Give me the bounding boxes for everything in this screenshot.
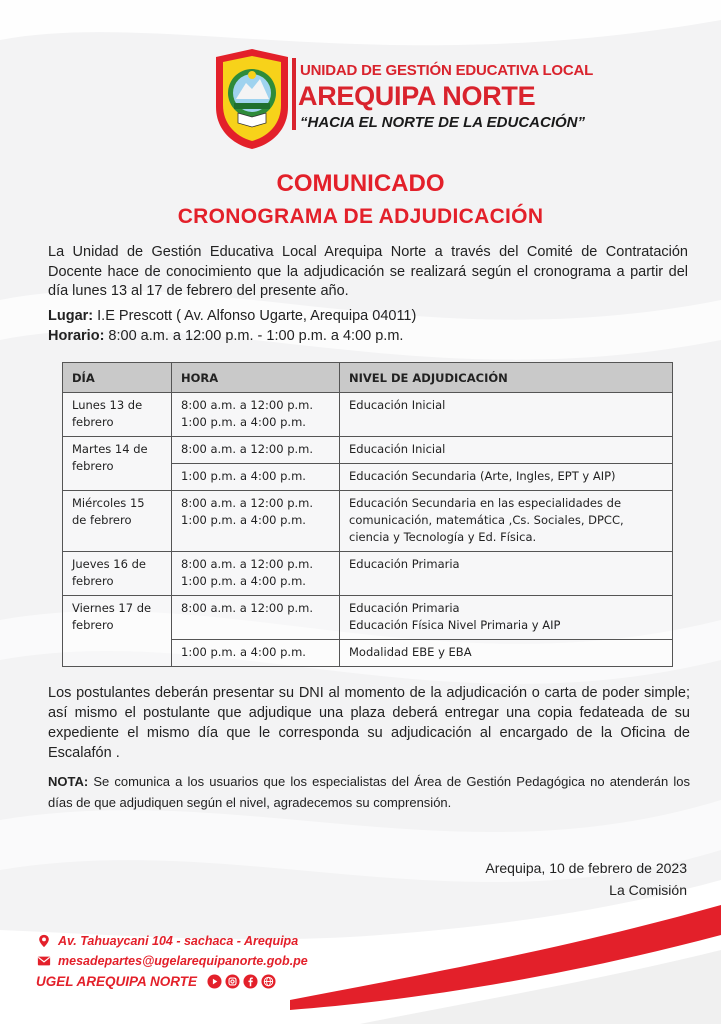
cell-hora: 8:00 a.m. a 12:00 p.m. 1:00 p.m. a 4:00 p.m.	[172, 393, 340, 437]
horario-label: Horario:	[48, 328, 105, 344]
col-header-hora: HORA	[172, 363, 340, 393]
cell-nivel: Modalidad EBE y EBA	[340, 640, 673, 667]
cell-nivel: Educación Inicial	[340, 393, 673, 437]
nota-paragraph	[48, 771, 690, 813]
brand-text: UGEL AREQUIPA NORTE	[36, 974, 198, 989]
page-subtitle: CRONOGRAMA DE ADJUDICACIÓN	[177, 205, 544, 228]
table-row	[63, 552, 673, 596]
col-header-nivel: NIVEL DE ADJUDICACIÓN	[340, 363, 673, 393]
org-slogan: “HACIA EL NORTE DE LA EDUCACIÓN”	[300, 114, 586, 131]
cell-dia: Miércoles 15 de febrero	[63, 491, 172, 552]
instagram-icon[interactable]	[225, 974, 240, 989]
cell-dia: Jueves 16 de febrero	[63, 552, 172, 596]
footer-brand	[36, 974, 276, 989]
cell-nivel: Educación Inicial	[340, 437, 673, 464]
table-row	[63, 393, 673, 437]
col-header-dia: DÍA	[63, 363, 172, 393]
brand-divider	[292, 58, 296, 130]
footer-email[interactable]	[36, 954, 308, 968]
nota-text: Se comunica a los usuarios que los especialistas del Área de Gestión Pedagógica no atenderán los días de que adjudiquen según el nivel, agradecemos su comprensión.	[48, 774, 690, 810]
horario-line	[48, 328, 403, 344]
cell-hora: 1:00 p.m. a 4:00 p.m.	[172, 464, 340, 491]
document-date: Arequipa, 10 de febrero de 2023	[485, 860, 687, 876]
cell-hora: 1:00 p.m. a 4:00 p.m.	[172, 640, 340, 667]
org-region: AREQUIPA NORTE	[298, 81, 536, 111]
ugel-logo	[214, 47, 290, 151]
cell-hora: 8:00 a.m. a 12:00 p.m.	[172, 596, 340, 640]
youtube-icon[interactable]	[207, 974, 222, 989]
cell-nivel: Educación Secundaria en las especialidades de comunicación, matemática ,Cs. Sociales, DPCC, ciencia y Tecnología y Ed. Física.	[340, 491, 673, 552]
intro-paragraph: La Unidad de Gestión Educativa Local Arequipa Norte a través del Comité de Contratación Docente hace de conocimiento que la adjudicación se realizará según el cronograma a partir del día lunes 13 al 17 de febrero del presente año.	[48, 244, 688, 299]
lugar-label: Lugar:	[48, 308, 94, 324]
horario-value: 8:00 a.m. a 12:00 p.m. - 1:00 p.m. a 4:00 p.m.	[104, 328, 404, 344]
address-text: Av. Tahuaycani 104 - sachaca - Arequipa	[58, 934, 299, 948]
page-title: COMUNICADO	[276, 170, 445, 197]
mail-icon	[36, 954, 52, 968]
location-icon	[36, 934, 52, 948]
org-name: UNIDAD DE GESTIÓN EDUCATIVA LOCAL	[300, 62, 594, 79]
lugar-value: I.E Prescott ( Av. Alfonso Ugarte, Arequipa 04011)	[93, 308, 417, 324]
cell-dia: Viernes 17 de febrero	[63, 596, 172, 667]
footer-address	[36, 934, 298, 948]
nota-label: NOTA:	[48, 774, 89, 789]
web-icon[interactable]	[261, 974, 276, 989]
social-icons	[207, 974, 276, 989]
lugar-line	[48, 308, 416, 324]
table-header-row	[63, 363, 673, 393]
cell-hora: 8:00 a.m. a 12:00 p.m. 1:00 p.m. a 4:00 p.m.	[172, 491, 340, 552]
signature: La Comisión	[609, 882, 687, 898]
cell-nivel: Educación Secundaria (Arte, Ingles, EPT y AIP)	[340, 464, 673, 491]
email-link[interactable]: mesadepartes@ugelarequipanorte.gob.pe	[58, 954, 308, 968]
schedule-table	[62, 362, 673, 667]
cell-nivel: Educación Primaria Educación Física Nivel Primaria y AIP	[340, 596, 673, 640]
table-row	[63, 491, 673, 552]
cell-dia: Lunes 13 de febrero	[63, 393, 172, 437]
cell-nivel: Educación Primaria	[340, 552, 673, 596]
cell-dia: Martes 14 de febrero	[63, 437, 172, 491]
requirements-paragraph: Los postulantes deberán presentar su DNI al momento de la adjudicación o carta de poder simple; así mismo el postulante que adjudique una plaza deberá entregar una copia fedateada de su expediente el mismo día que le corresponda su adjudicación al encargado de la Oficina de Escalafón .	[48, 685, 690, 761]
cell-hora: 8:00 a.m. a 12:00 p.m.	[172, 437, 340, 464]
table-row	[63, 596, 673, 640]
cell-hora: 8:00 a.m. a 12:00 p.m. 1:00 p.m. a 4:00 p.m.	[172, 552, 340, 596]
table-row	[63, 437, 673, 464]
facebook-icon[interactable]	[243, 974, 258, 989]
